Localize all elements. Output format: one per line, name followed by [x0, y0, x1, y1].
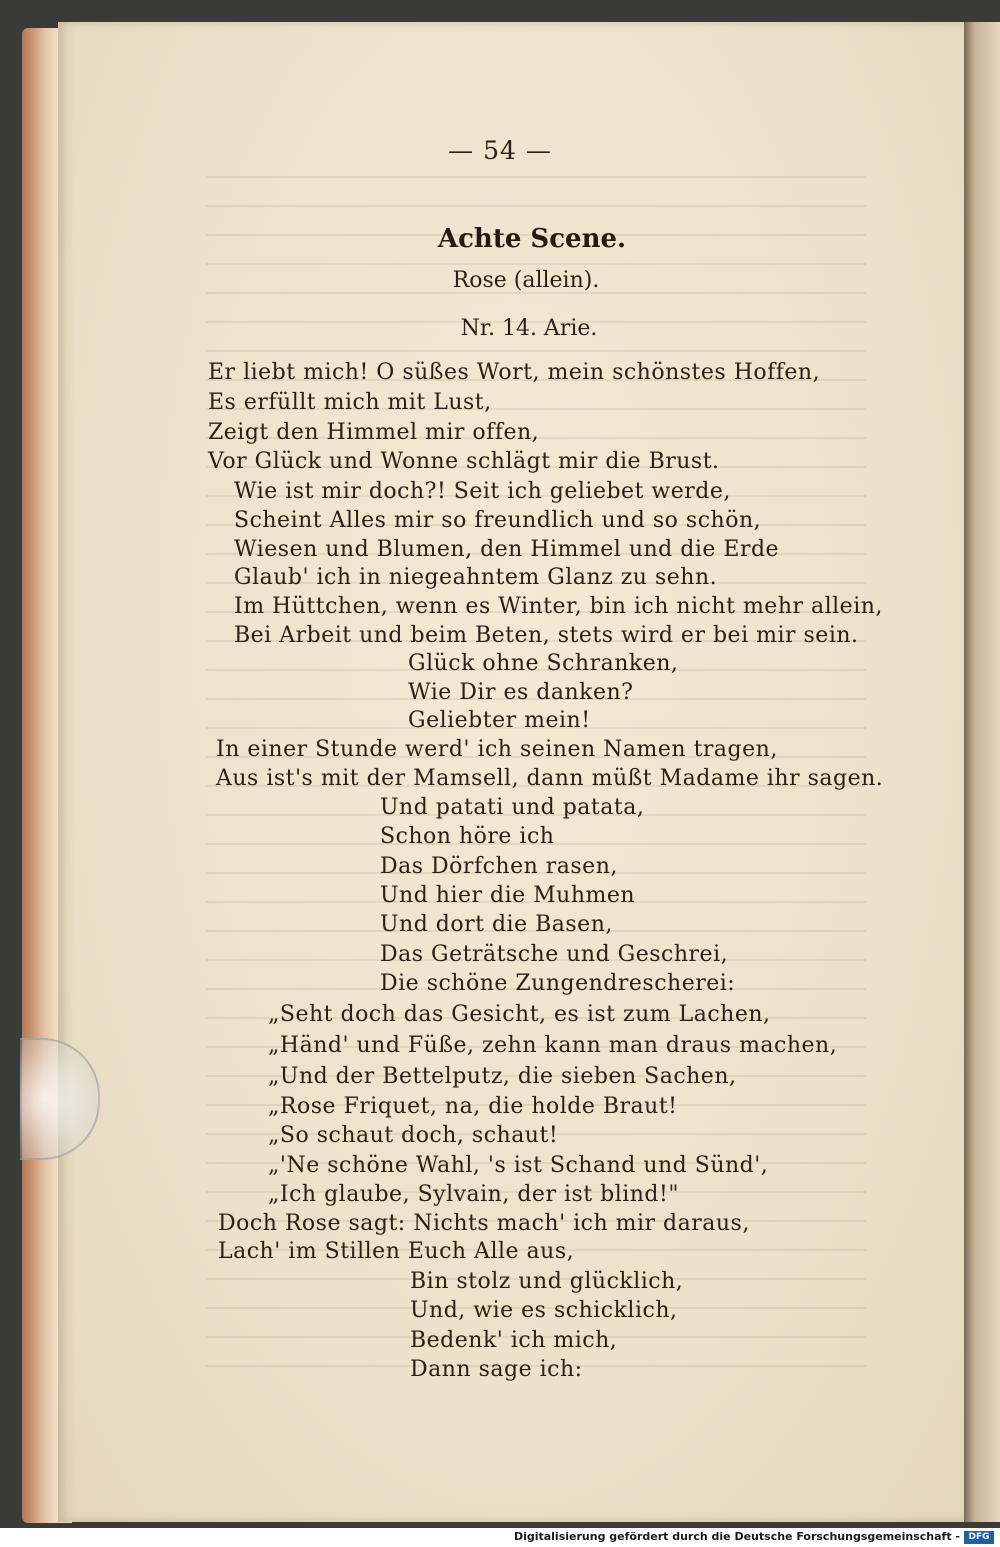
verse-line: „'Ne schöne Wahl, 's ist Schand und Sünd', [268, 1153, 769, 1178]
verse-line: Aus ist's mit der Mamsell, dann müßt Madame ihr sagen. [216, 766, 884, 791]
verse-line: „Ich glaube, Sylvain, der ist blind!" [268, 1182, 679, 1207]
verse-line: Im Hüttchen, wenn es Winter, bin ich nicht mehr allein, [234, 594, 883, 619]
verse-line: Vor Glück und Wonne schlägt mir die Brust. [208, 449, 720, 474]
verse-line: „Und der Bettelputz, die sieben Sachen, [268, 1064, 737, 1089]
verse-line: Zeigt den Himmel mir offen, [208, 420, 540, 445]
aria-number: Nr. 14. Arie. [460, 316, 598, 341]
footer-bar [0, 1528, 1000, 1547]
verse-line: Und hier die Muhmen [380, 883, 636, 908]
verse-line: Glück ohne Schranken, [408, 651, 679, 676]
verse-line: Glaub' ich in niegeahntem Glanz zu sehn. [234, 565, 718, 590]
verse-line: „Rose Friquet, na, die holde Braut! [268, 1094, 678, 1119]
verse-line: Und dort die Basen, [380, 912, 613, 937]
verse-line: Geliebter mein! [408, 708, 591, 733]
verse-line: Und patati und patata, [380, 795, 645, 820]
verse-line: Schon höre ich [380, 824, 555, 849]
verse-line: „So schaut doch, schaut! [268, 1123, 559, 1148]
verse-line: Bin stolz und glücklich, [410, 1269, 684, 1294]
verse-line: Er liebt mich! O süßes Wort, mein schönstes Hoffen, [208, 360, 821, 385]
verse-line: Dann sage ich: [410, 1357, 583, 1382]
verse-line: Bei Arbeit und beim Beten, stets wird er bei mir sein. [234, 623, 859, 648]
verse-line: Das Geträtsche und Geschrei, [380, 942, 729, 967]
dfg-logo[interactable]: DFG [964, 1531, 994, 1544]
verse-line: Wie Dir es danken? [408, 680, 634, 705]
character-note: Rose (allein). [452, 268, 600, 293]
verse-line: In einer Stunde werd' ich seinen Namen tragen, [216, 737, 778, 762]
verse-line: Wiesen und Blumen, den Himmel und die Erde [234, 537, 780, 562]
verse-line: „Seht doch das Gesicht, es ist zum Lachen, [268, 1002, 771, 1027]
verse-line: Scheint Alles mir so freundlich und so schön, [234, 508, 762, 533]
verse-line: Und, wie es schicklich, [410, 1298, 678, 1323]
page-number: — 54 — [448, 136, 552, 165]
verse-line: Wie ist mir doch?! Seit ich geliebet werde, [234, 479, 731, 504]
verse-line: Doch Rose sagt: Nichts mach' ich mir daraus, [218, 1211, 750, 1236]
verse-line: Bedenk' ich mich, [410, 1328, 618, 1353]
funding-credit: Digitalisierung gefördert durch die Deutsche Forschungsgemeinschaft - [513, 1530, 960, 1543]
verse-line: Die schöne Zungendrescherei: [380, 971, 736, 996]
verse-line: Das Dörfchen rasen, [380, 854, 618, 879]
verse-line: „Händ' und Füße, zehn kann man draus machen, [268, 1033, 838, 1058]
verse-line: Es erfüllt mich mit Lust, [208, 390, 492, 415]
verse-line: Lach' im Stillen Euch Alle aus, [218, 1239, 575, 1264]
scene-title: Achte Scene. [437, 224, 627, 254]
